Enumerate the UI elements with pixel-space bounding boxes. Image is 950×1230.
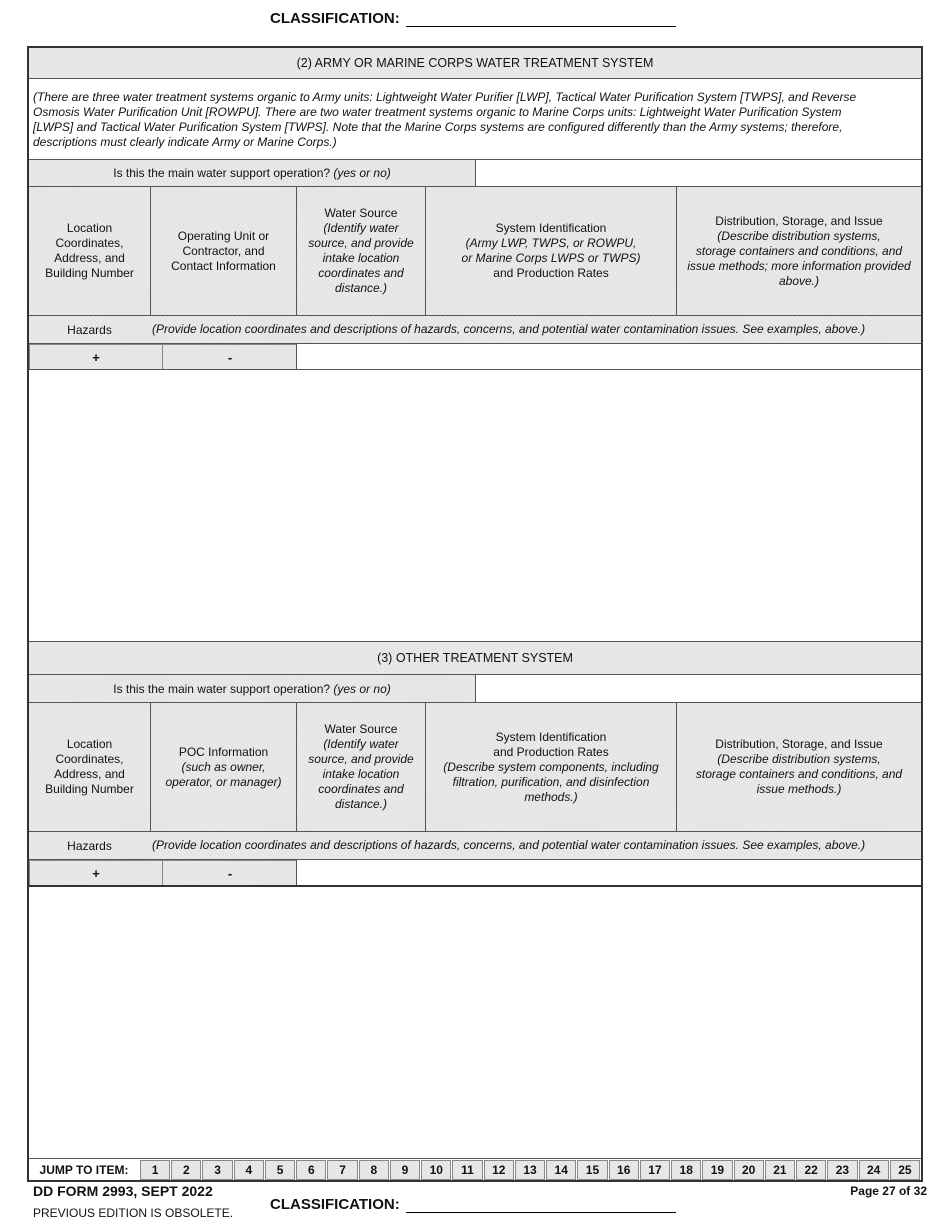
- jump-item-button[interactable]: 25: [890, 1160, 920, 1180]
- section3-add-button[interactable]: +: [29, 860, 163, 887]
- section2-note: [29, 79, 921, 159]
- col-hint: (Identify water: [323, 221, 399, 235]
- jump-item-button[interactable]: 5: [265, 1160, 295, 1180]
- section3-remove-button[interactable]: -: [162, 860, 298, 887]
- section2-note-line: descriptions must clearly indicate Army or Marine Corps.): [33, 135, 337, 149]
- col-hint: storage containers and conditions, and: [695, 243, 903, 258]
- col-hint: source, and provide: [308, 752, 414, 766]
- col-text: Operating Unit or: [177, 228, 270, 243]
- section3-hazards-hint: (Provide location coordinates and descriptions of hazards, concerns, and potential water contamination issues. See examples, above.): [152, 838, 866, 852]
- col-hint: storage containers and conditions, and: [695, 767, 903, 781]
- jump-item-button[interactable]: 17: [640, 1160, 670, 1180]
- jump-label: JUMP TO ITEM:: [39, 1163, 129, 1177]
- col-hint: issue methods; more information provided: [687, 258, 911, 273]
- section2-hazards-label: Hazards: [67, 322, 112, 337]
- section3-col-distribution: [677, 703, 921, 831]
- col-text: Contact Information: [171, 258, 276, 273]
- col-hint: (Army LWP, TWPS, or ROWPU,: [465, 236, 637, 250]
- jump-item-button[interactable]: 15: [577, 1160, 607, 1180]
- section3-row-input[interactable]: [297, 860, 921, 885]
- col-hint: intake location: [322, 251, 400, 265]
- col-title: POC Information: [178, 744, 269, 759]
- jump-item-button[interactable]: 12: [484, 1160, 514, 1180]
- section3-col-poc: [151, 703, 296, 831]
- section2-main-question-text: Is this the main water support operation?: [113, 166, 331, 180]
- classification-label: CLASSIFICATION:: [270, 1196, 400, 1213]
- jump-item-button[interactable]: 19: [702, 1160, 732, 1180]
- section2-col-water-source: [297, 187, 425, 315]
- section3-main-question: [29, 675, 475, 702]
- classification-label: CLASSIFICATION:: [270, 10, 400, 27]
- col-hint: operator, or manager): [165, 774, 282, 789]
- section2-title: (2) ARMY OR MARINE CORPS WATER TREATMENT SYSTEM: [29, 48, 921, 78]
- obsolete-note: PREVIOUS EDITION IS OBSOLETE.: [33, 1206, 234, 1220]
- col-text: Coordinates,: [55, 752, 124, 766]
- jump-item-button[interactable]: 22: [796, 1160, 826, 1180]
- jump-item-button[interactable]: 21: [765, 1160, 795, 1180]
- col-hint: issue methods.): [756, 782, 842, 796]
- col-hint: coordinates and: [318, 266, 404, 280]
- jump-item-button[interactable]: 18: [671, 1160, 701, 1180]
- col-title: System Identification: [495, 729, 607, 744]
- section3-entry-area[interactable]: [29, 887, 921, 1158]
- col-text: Location: [66, 221, 113, 235]
- section3-col-location: [29, 703, 150, 831]
- col-hint: or Marine Corps LWPS or TWPS): [461, 251, 641, 265]
- col-title: Distribution, Storage, and Issue: [715, 737, 883, 751]
- section2-col-operating-unit: [151, 187, 296, 315]
- col-title: Water Source: [324, 206, 398, 220]
- section2-main-question-hint: (yes or no): [333, 166, 391, 180]
- jump-item-button[interactable]: 16: [609, 1160, 639, 1180]
- section3-main-question-text: Is this the main water support operation?: [113, 681, 331, 696]
- col-title: System Identification: [495, 221, 607, 235]
- section2-entry-area[interactable]: [29, 370, 921, 641]
- col-text: Building Number: [45, 266, 134, 280]
- col-hint: source, and provide: [308, 236, 414, 250]
- section2-col-distribution: [677, 187, 921, 315]
- section3-hazards-label: Hazards: [67, 838, 112, 853]
- section2-note-line: (There are three water treatment systems organic to Army units: Lightweight Water Purifier [LWP], Tactical Water Purification System [TWPS], and Reverse: [33, 90, 857, 104]
- col-hint: coordinates and: [318, 782, 404, 796]
- jump-item-button[interactable]: 8: [359, 1160, 389, 1180]
- section2-add-button[interactable]: +: [29, 344, 163, 371]
- col-title: and Production Rates: [493, 266, 609, 280]
- jump-item-button[interactable]: 9: [390, 1160, 420, 1180]
- jump-item-button[interactable]: 11: [452, 1160, 482, 1180]
- section3-title: (3) OTHER TREATMENT SYSTEM: [29, 642, 921, 674]
- col-title: Water Source: [324, 722, 398, 736]
- section3-col-system-id: [426, 703, 676, 831]
- jump-item-button[interactable]: 1: [140, 1160, 170, 1180]
- jump-item-button[interactable]: 20: [734, 1160, 764, 1180]
- jump-item-button[interactable]: 14: [546, 1160, 576, 1180]
- jump-item-button[interactable]: 10: [421, 1160, 451, 1180]
- section2-main-question: [29, 160, 475, 186]
- col-text: Building Number: [45, 782, 134, 796]
- jump-item-button[interactable]: 13: [515, 1160, 545, 1180]
- col-text: Address, and: [54, 251, 125, 265]
- section2-note-line: Osmosis Water Purification Unit [ROWPU]. There are two water treatment systems organic to Marine Corps units: Lightweight Water Purification System: [33, 105, 842, 119]
- col-hint: (Describe distribution systems,: [717, 752, 881, 766]
- section2-col-system-id: [426, 187, 676, 315]
- col-title: Distribution, Storage, and Issue: [715, 213, 883, 228]
- classification-top: [270, 10, 676, 27]
- col-hint: intake location: [322, 767, 400, 781]
- page-number: Page 27 of 32: [850, 1184, 927, 1198]
- col-text: Coordinates,: [55, 236, 124, 250]
- section2-main-answer-input[interactable]: [476, 160, 921, 186]
- col-hint: filtration, purification, and disinfection: [452, 774, 650, 789]
- classification-line: [406, 1198, 676, 1213]
- section2-note-line: [LWPS] and Tactical Water Purification System [TWPS]. Note that the Marine Corps systems are configured differently than the Army systems; therefore,: [33, 120, 843, 134]
- jump-item-button[interactable]: 4: [234, 1160, 264, 1180]
- classification-line: [406, 12, 676, 27]
- section2-col-location: [29, 187, 150, 315]
- section3-main-answer-input[interactable]: [476, 675, 921, 702]
- col-title: and Production Rates: [493, 744, 609, 759]
- col-hint: (Identify water: [323, 737, 399, 751]
- col-hint: methods.): [524, 789, 578, 804]
- jump-item-button[interactable]: 6: [296, 1160, 326, 1180]
- form-id: DD FORM 2993, SEPT 2022: [33, 1183, 213, 1199]
- jump-item-button[interactable]: 2: [171, 1160, 201, 1180]
- col-text: Location: [66, 737, 113, 751]
- section3-col-water-source: [297, 703, 425, 831]
- jump-item-button[interactable]: 7: [327, 1160, 357, 1180]
- col-hint: above.): [778, 273, 820, 288]
- section2-hazards-hint: (Provide location coordinates and descriptions of hazards, concerns, and potential water contamination issues. See examples, above.): [152, 322, 866, 336]
- col-text: Contractor, and: [182, 243, 265, 258]
- jump-item-button[interactable]: 24: [859, 1160, 889, 1180]
- col-hint: distance.): [334, 281, 388, 295]
- col-hint: (Describe system components, including: [443, 759, 659, 774]
- section2-remove-button[interactable]: -: [162, 344, 298, 371]
- section2-row-input[interactable]: [297, 344, 921, 369]
- col-hint: distance.): [334, 797, 388, 811]
- classification-bottom: [270, 1196, 676, 1213]
- jump-item-button[interactable]: 23: [827, 1160, 857, 1180]
- col-text: Address, and: [54, 767, 125, 781]
- section3-main-question-hint: (yes or no): [333, 681, 391, 696]
- col-hint: (Describe distribution systems,: [717, 228, 881, 243]
- jump-item-button[interactable]: 3: [202, 1160, 232, 1180]
- col-hint: (such as owner,: [181, 759, 266, 774]
